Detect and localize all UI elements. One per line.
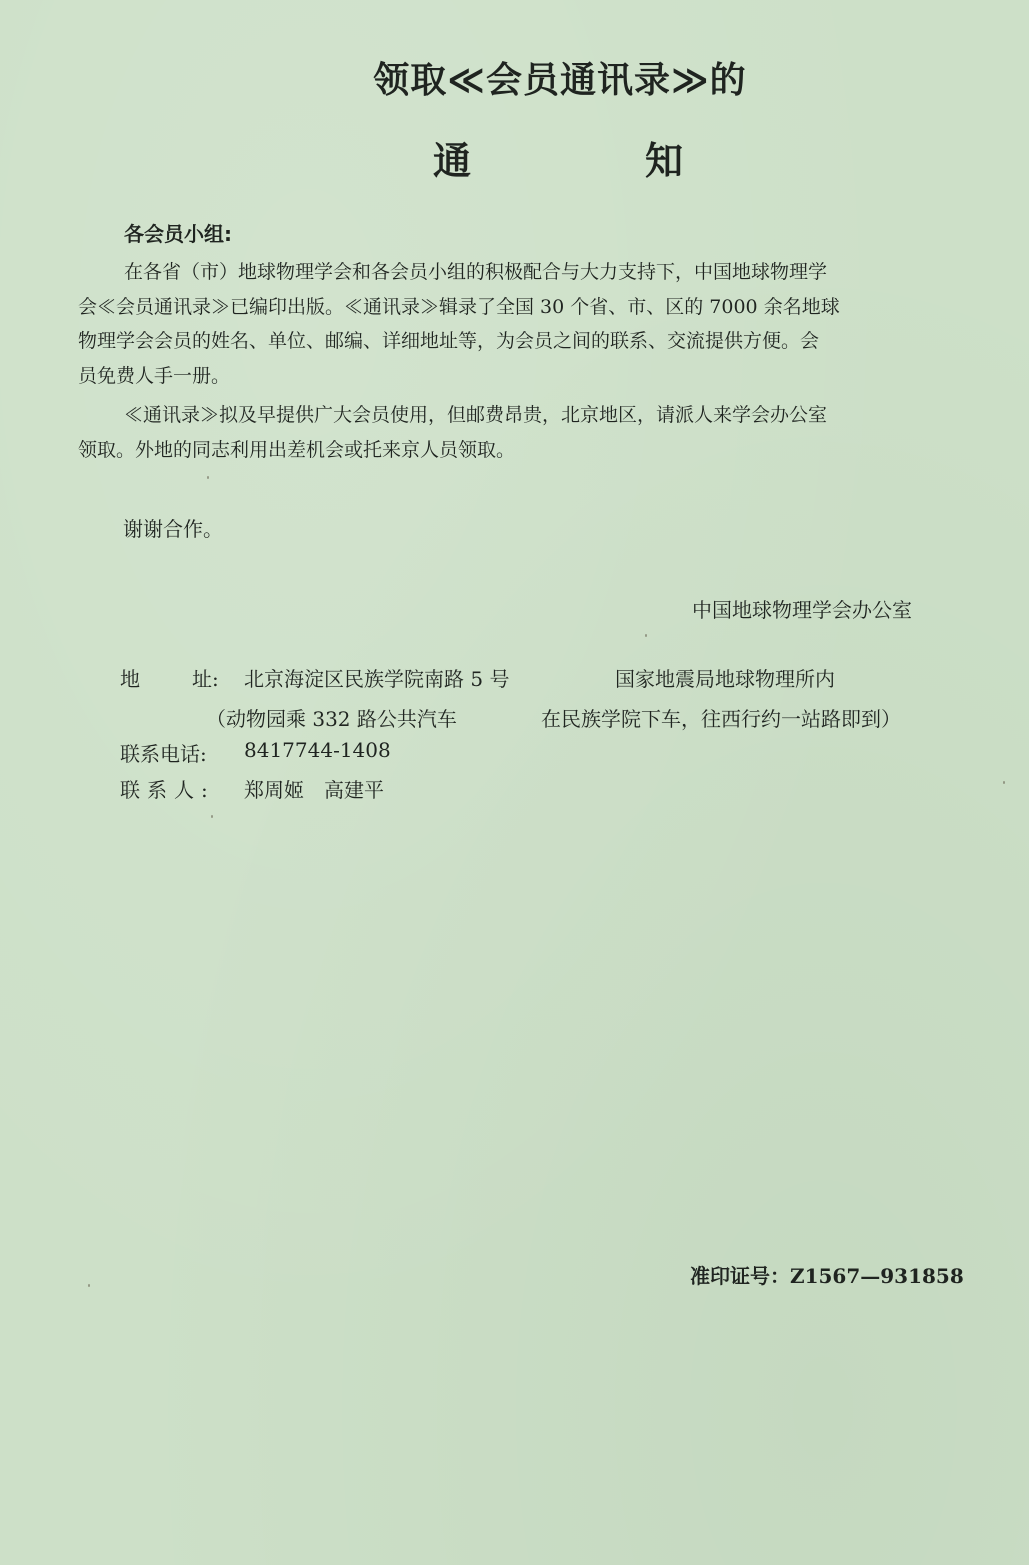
contact-names: 郑周姬 高建平 [244,778,384,802]
notice-subtitle-char-1: 通 [433,139,472,183]
salutation: 各会员小组: [124,222,232,246]
phone-label: 联系电话: [120,742,207,766]
sender-signature: 中国地球物理学会办公室 [692,598,912,622]
notice-title: 领取≪会员通讯录≫的 [373,60,747,101]
address-label-part-2: 址: [192,667,219,691]
paragraph-2 [78,398,1028,467]
phone-number: 8417744-1408 [244,738,391,762]
address-label-part-1: 地 [120,667,140,691]
address-institute: 国家地震局地球物理所内 [615,667,835,691]
address-route-part-1: （动物园乘 332 路公共汽车 [206,707,457,731]
paragraph-1 [78,255,1028,393]
paper-speck [88,1284,90,1287]
paper-speck [207,476,209,479]
paper-speck [645,634,647,637]
paragraph-1-line-2: 会≪会员通讯录≫已编印出版。≪通讯录≫辑录了全国 30 个省、市、区的 7000 余名地球 [78,295,840,318]
contact-label: 联系人: [120,778,215,802]
address-label [120,663,219,692]
print-permit-number: 准印证号：Z1567—931858 [690,1264,964,1288]
paragraph-1-line-1: 在各省（市）地球物理学会和各会员小组的积极配合与大力支持下，中国地球物理学 [124,261,828,283]
paragraph-1-line-4: 员免费人手一册。 [78,364,231,387]
address-route-part-2: 在民族学院下车，往西行约一站路即到） [541,707,901,731]
paper-speck [211,815,213,818]
closing-remark: 谢谢合作。 [123,517,223,541]
paper-speck [1003,781,1005,784]
paragraph-1-line-3: 物理学会会员的姓名、单位、邮编、详细地址等，为会员之间的联系、交流提供方便。会 [78,330,820,352]
paragraph-2-line-2: 领取。外地的同志利用出差机会或托来京人员领取。 [78,438,516,461]
paragraph-2-line-1: ≪通讯录≫拟及早提供广大会员使用，但邮费昂贵，北京地区，请派人来学会办公室 [124,404,828,426]
notice-subtitle-char-2: 知 [645,139,684,183]
address-value: 北京海淀区民族学院南路 5 号 [244,667,510,691]
